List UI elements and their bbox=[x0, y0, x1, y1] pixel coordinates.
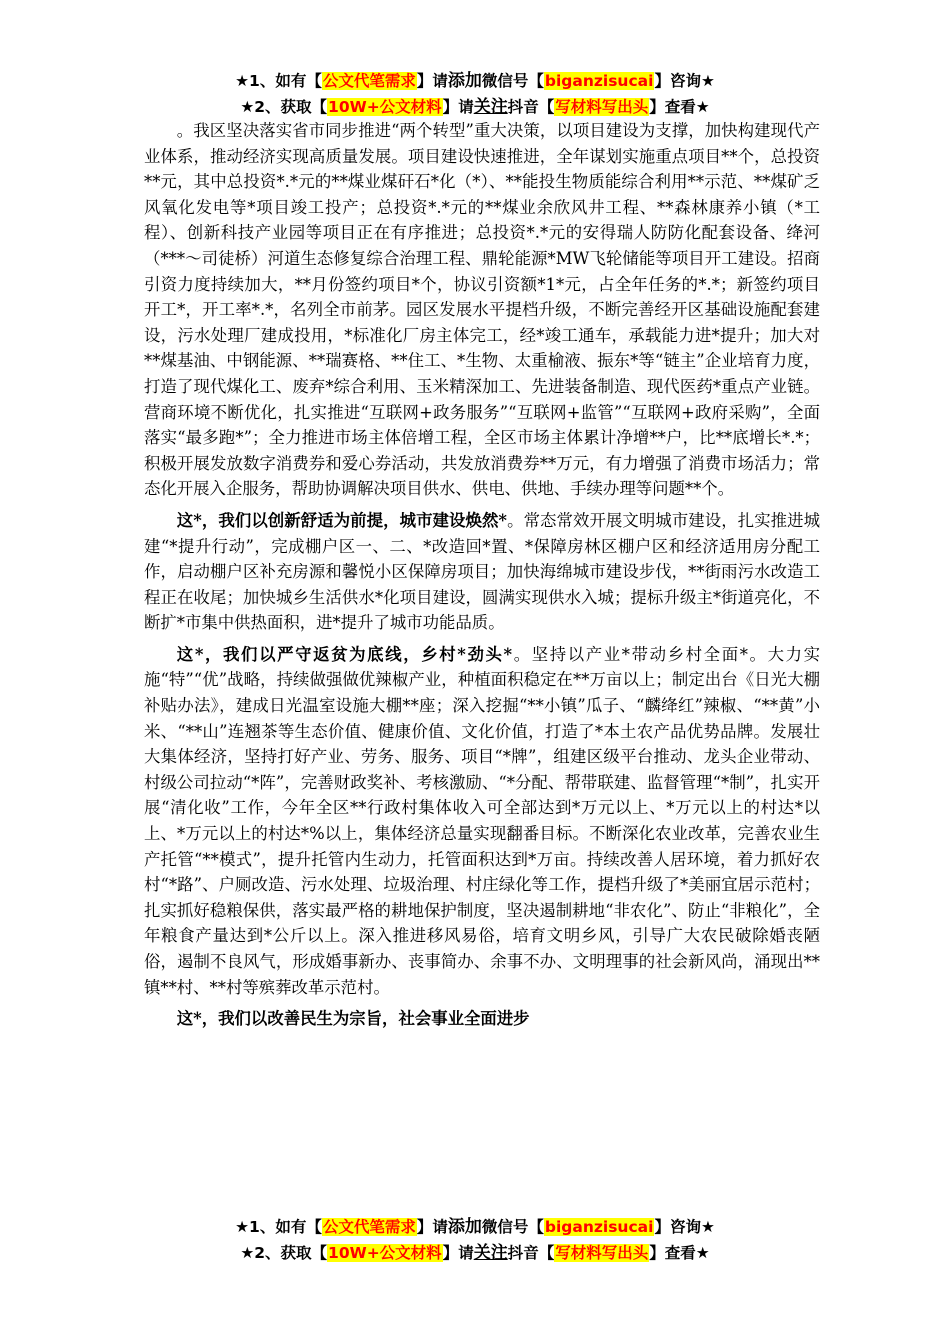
ad-text: 】请 bbox=[416, 72, 448, 90]
ad-text: 抖音【 bbox=[507, 1244, 555, 1262]
ad-text: 】咨询★ bbox=[654, 1218, 715, 1236]
paragraph-lead: 这*，我们以创新舒适为前提，城市建设焕然* bbox=[176, 510, 508, 530]
ad-highlight-wechat-id: biganzisucai bbox=[544, 1218, 654, 1236]
ad-emphasis: 添加 bbox=[447, 71, 482, 91]
ad-text: 】咨询★ bbox=[654, 72, 715, 90]
ad-text: 】请 bbox=[442, 1244, 474, 1262]
ad-text: 】请 bbox=[416, 1218, 448, 1236]
ad-text: ★1、如有【 bbox=[235, 1218, 322, 1236]
ad-highlight-douyin-id: 写材料写出头 bbox=[555, 98, 649, 116]
ad-text: ★2、获取【 bbox=[240, 98, 328, 116]
paragraph-text: 。常态常效开展文明城市建设，扎实推进城建“*提升行动”，完成棚户区一、二、*改造回*置、*保障房林区棚户区和经济适用房分配工作，启动棚户区补充房源和馨悦小区保障房项目；加快海绵城市建设步伐，**街雨污水改造工程正在收尾；加快城乡生活供水*化项目建设，圆满实现供水入城；提标升级主*街道亮化，不断扩*市集中供热面积，进*提升了城市功能品质。 bbox=[144, 510, 820, 633]
ad-emphasis: 关注 bbox=[473, 1243, 508, 1263]
ad-emphasis: 关注 bbox=[473, 97, 508, 117]
ad-highlight-douyin-id: 写材料写出头 bbox=[555, 1244, 649, 1262]
ad-emphasis: 添加 bbox=[447, 1217, 482, 1237]
ad-text: ★2、获取【 bbox=[240, 1244, 328, 1262]
footer-ad-line-1 bbox=[0, 1214, 950, 1240]
ad-highlight-service: 公文代笔需求 bbox=[322, 1218, 416, 1236]
paragraph-urban bbox=[144, 508, 820, 636]
paragraph-text: 。我区坚决落实省市同步推进“两个转型”重大决策，以项目建设为支撑，加快构建现代产业体系，推动经济实现高质量发展。项目建设快速推进，全年谋划实施重点项目**个，总投资**元，其中总投资*.*元的**煤业煤矸石*化（*）、**能投生物质能综合利用**示范、**煤矿乏风氧化发电等*项目竣工投产；总投资*.*元的**煤业余欣风井工程、**森林康养小镇（*工程）、创新科技产业园等项目正在有序推进；总投资*.*元的安得瑞人防防化配套设备、绛河（***～司徒桥）河道生态修复综合治理工程、鼎轮能源*MW飞轮储能等项目开工建设。招商引资力度持续加大，**月份签约项目*个，协议引资额*1*元，占全年任务的*.*；新签约项目开工*，开工率*.*，名列全市前茅。园区发展水平提档升级，不断完善经开区基础设施配套建设，污水处理厂建成投用，*标准化厂房主体完工，经*竣工通车，承载能力进*提升；加大对**煤基油、中钢能源、**瑞赛格、**住工、*生物、太重榆液、振东*等“链主”企业培育力度，打造了现代煤化工、废弃*综合利用、玉米精深加工、先进装备制造、现代医药*重点产业链。营商环境不断优化，扎实推进“互联网+政务服务”“互联网+监管”“互联网+政府采购”，全面落实“最多跑*”；全力推进市场主体倍增工程，全区市场主体累计净增**户，比**底增长*.*；积极开展发放数字消费券和爱心券活动，共发放消费券**万元，有力增强了消费市场活力；常态化开展入企服务，帮助协调解决项目供水、供电、供地、手续办理等问题**个。 bbox=[144, 121, 820, 499]
ad-highlight-service: 公文代笔需求 bbox=[322, 72, 416, 90]
paragraph-livelihood bbox=[144, 1006, 820, 1032]
header-ad-banner bbox=[0, 68, 950, 120]
ad-text: 抖音【 bbox=[507, 98, 555, 116]
ad-highlight-materials: 10W+公文材料 bbox=[328, 1244, 442, 1262]
ad-text: 】查看★ bbox=[649, 98, 710, 116]
ad-text: 】查看★ bbox=[649, 1244, 710, 1262]
paragraph-rural bbox=[144, 642, 820, 1000]
ad-text: ★1、如有【 bbox=[235, 72, 322, 90]
ad-highlight-wechat-id: biganzisucai bbox=[544, 72, 654, 90]
paragraph-lead: 这*，我们以改善民生为宗旨，社会事业全面进步 bbox=[176, 1009, 530, 1029]
document-body bbox=[144, 118, 820, 1038]
header-ad-line-2 bbox=[0, 94, 950, 120]
paragraph-lead: 这*，我们以严守返贫为底线，乡村*劲头* bbox=[176, 644, 513, 664]
paragraph-projects bbox=[144, 118, 820, 502]
ad-text: 】请 bbox=[442, 98, 474, 116]
footer-ad-line-2 bbox=[0, 1240, 950, 1266]
header-ad-line-1 bbox=[0, 68, 950, 94]
ad-text: 微信号【 bbox=[481, 72, 544, 90]
footer-ad-banner bbox=[0, 1214, 950, 1266]
ad-highlight-materials: 10W+公文材料 bbox=[328, 98, 442, 116]
paragraph-text: 。坚持以产业*带动乡村全面*。大力实施“特”“优”战略，持续做强做优辣椒产业，种植面积稳定在**万亩以上；制定出台《日光大棚补贴办法》，建成日光温室设施大棚**座；深入挖掘“**小镇”瓜子、“麟绛红”辣椒、“**黄”小米、“**山”连翘茶等生态价值、健康价值、文化价值，打造了*本土农产品优势品牌。发展壮大集体经济，坚持打好产业、劳务、服务、项目“*牌”，组建区级平台推动、龙头企业带动、村级公司拉动“*阵”，完善财政奖补、考核激励、“*分配、帮带联建、监督管理“*制”，扎实开展“清化收”工作，今年全区**行政村集体收入可全部达到*万元以上、*万元以上的村达*以上、*万元以上的村达*%以上，集体经济总量实现翻番目标。不断深化农业改革，完善农业生产托管“**模式”，提升托管内生动力，托管面积达到*万亩。持续改善人居环境，着力抓好农村“*路”、户厕改造、污水处理、垃圾治理、村庄绿化等工作，提档升级了*美丽宜居示范村；扎实抓好稳粮保供，落实最严格的耕地保护制度，坚决遏制耕地“非农化”、防止“非粮化”，全年粮食产量达到*公斤以上。深入推进移风易俗，培育文明乡风，引导广大农民破除婚丧陋俗，遏制不良风气，形成婚事新办、丧事简办、余事不办、文明理事的社会新风尚，涌现出**镇**村、**村等殡葬改革示范村。 bbox=[144, 644, 821, 997]
ad-text: 微信号【 bbox=[481, 1218, 544, 1236]
